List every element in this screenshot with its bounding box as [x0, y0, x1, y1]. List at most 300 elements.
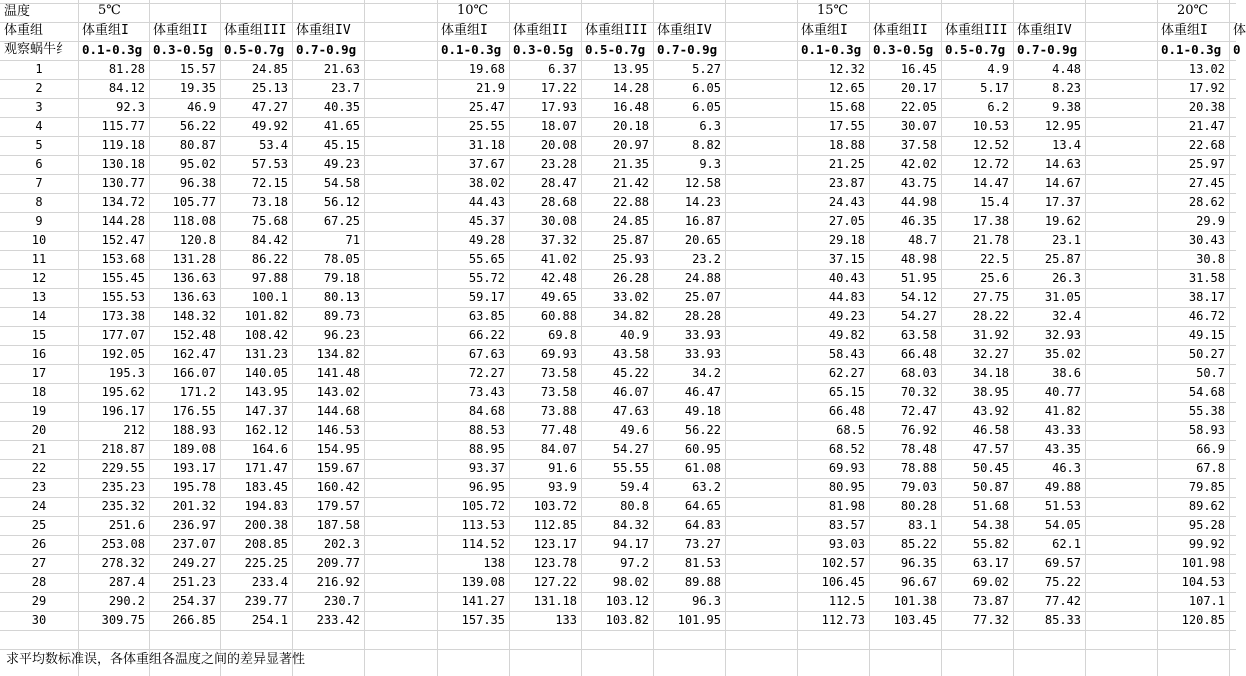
data-cell[interactable]: 49.18 — [684, 404, 721, 418]
data-cell[interactable]: 73.58 — [540, 385, 577, 399]
data-cell[interactable]: 40.35 — [323, 100, 360, 114]
data-cell[interactable]: 101.95 — [677, 613, 721, 627]
data-cell[interactable]: 216.92 — [316, 575, 360, 589]
data-cell[interactable]: 144.68 — [316, 404, 360, 418]
data-cell[interactable]: 41.02 — [540, 252, 577, 266]
data-cell[interactable]: 55.72 — [468, 271, 505, 285]
weight-range-header[interactable]: 0.1-0.3g — [1161, 42, 1222, 57]
data-cell[interactable]: 25.13 — [251, 81, 288, 95]
data-cell[interactable]: 208.85 — [244, 537, 288, 551]
data-cell[interactable]: 79.85 — [1188, 480, 1225, 494]
data-cell[interactable]: 32.4 — [1052, 309, 1081, 323]
data-cell[interactable]: 30.07 — [900, 119, 937, 133]
data-cell[interactable]: 200.38 — [244, 518, 288, 532]
data-cell[interactable]: 95.28 — [1188, 518, 1225, 532]
data-cell[interactable]: 131.28 — [172, 252, 216, 266]
data-cell[interactable]: 45.22 — [612, 366, 649, 380]
data-cell[interactable]: 134.72 — [101, 195, 145, 209]
data-cell[interactable]: 77.32 — [972, 613, 1009, 627]
data-cell[interactable]: 55.55 — [612, 461, 649, 475]
data-cell[interactable]: 27.45 — [1188, 176, 1225, 190]
data-cell[interactable]: 12.95 — [1044, 119, 1081, 133]
data-cell[interactable]: 17.22 — [540, 81, 577, 95]
row-index[interactable]: 24 — [31, 499, 47, 513]
data-cell[interactable]: 179.57 — [316, 499, 360, 513]
weight-range-header[interactable]: 0.3-0.5g — [153, 42, 214, 57]
data-cell[interactable]: 229.55 — [101, 461, 145, 475]
weight-range-header[interactable]: 0.7-0.9g — [657, 42, 718, 57]
data-cell[interactable]: 63.17 — [972, 556, 1009, 570]
data-cell[interactable]: 62.27 — [828, 366, 865, 380]
data-cell[interactable]: 253.08 — [101, 537, 145, 551]
data-cell[interactable]: 26.3 — [1052, 271, 1081, 285]
data-cell[interactable]: 103.72 — [533, 499, 577, 513]
data-cell[interactable]: 80.87 — [179, 138, 216, 152]
data-cell[interactable]: 27.05 — [828, 214, 865, 228]
data-cell[interactable]: 6.37 — [548, 62, 577, 76]
group-name-header[interactable]: 体重组IV — [296, 23, 351, 38]
data-cell[interactable]: 107.1 — [1188, 594, 1225, 608]
data-cell[interactable]: 93.37 — [468, 461, 505, 475]
data-cell[interactable]: 97.88 — [251, 271, 288, 285]
data-cell[interactable]: 56.12 — [323, 195, 360, 209]
data-cell[interactable]: 88.95 — [468, 442, 505, 456]
weight-range-header[interactable]: 0.5-0.7g — [945, 42, 1006, 57]
data-cell[interactable]: 27.75 — [972, 290, 1009, 304]
data-cell[interactable]: 41.82 — [1044, 404, 1081, 418]
weight-range-header[interactable]: 0.7-0.9g — [1017, 42, 1078, 57]
data-cell[interactable]: 21.78 — [972, 233, 1009, 247]
header-observe-label[interactable]: 观察蜗牛纟 — [4, 42, 70, 57]
data-cell[interactable]: 100.1 — [251, 290, 288, 304]
data-cell[interactable]: 34.18 — [972, 366, 1009, 380]
group-name-header[interactable]: 体 — [1233, 23, 1246, 38]
data-cell[interactable]: 103.82 — [605, 613, 649, 627]
data-cell[interactable]: 85.22 — [900, 537, 937, 551]
data-cell[interactable]: 83.57 — [828, 518, 865, 532]
data-cell[interactable]: 19.35 — [179, 81, 216, 95]
data-cell[interactable]: 95.02 — [179, 157, 216, 171]
data-cell[interactable]: 176.55 — [172, 404, 216, 418]
data-cell[interactable]: 119.18 — [101, 138, 145, 152]
data-cell[interactable]: 14.23 — [684, 195, 721, 209]
data-cell[interactable]: 23.7 — [331, 81, 360, 95]
data-cell[interactable]: 49.15 — [1188, 328, 1225, 342]
data-cell[interactable]: 105.72 — [461, 499, 505, 513]
data-cell[interactable]: 47.57 — [972, 442, 1009, 456]
data-cell[interactable]: 251.6 — [108, 518, 145, 532]
row-index[interactable]: 26 — [31, 537, 47, 551]
data-cell[interactable]: 70.32 — [900, 385, 937, 399]
data-cell[interactable]: 49.28 — [468, 233, 505, 247]
data-cell[interactable]: 12.72 — [972, 157, 1009, 171]
data-cell[interactable]: 50.27 — [1188, 347, 1225, 361]
data-cell[interactable]: 4.48 — [1052, 62, 1081, 76]
data-cell[interactable]: 69.57 — [1044, 556, 1081, 570]
data-cell[interactable]: 155.53 — [101, 290, 145, 304]
data-cell[interactable]: 72.15 — [251, 176, 288, 190]
data-cell[interactable]: 60.95 — [684, 442, 721, 456]
data-cell[interactable]: 67.25 — [323, 214, 360, 228]
data-cell[interactable]: 136.63 — [172, 271, 216, 285]
data-cell[interactable]: 54.38 — [972, 518, 1009, 532]
data-cell[interactable]: 195.78 — [172, 480, 216, 494]
data-cell[interactable]: 93.03 — [828, 537, 865, 551]
data-cell[interactable]: 21.42 — [612, 176, 649, 190]
data-cell[interactable]: 69.93 — [540, 347, 577, 361]
data-cell[interactable]: 54.27 — [900, 309, 937, 323]
data-cell[interactable]: 35.02 — [1044, 347, 1081, 361]
data-cell[interactable]: 16.45 — [900, 62, 937, 76]
data-cell[interactable]: 54.68 — [1188, 385, 1225, 399]
data-cell[interactable]: 69.02 — [972, 575, 1009, 589]
data-cell[interactable]: 120.8 — [179, 233, 216, 247]
data-cell[interactable]: 38.17 — [1188, 290, 1225, 304]
data-cell[interactable]: 16.87 — [684, 214, 721, 228]
data-cell[interactable]: 101.82 — [244, 309, 288, 323]
data-cell[interactable]: 141.27 — [461, 594, 505, 608]
data-cell[interactable]: 28.22 — [972, 309, 1009, 323]
group-name-header[interactable]: 体重组I — [441, 23, 488, 38]
data-cell[interactable]: 22.5 — [980, 252, 1009, 266]
data-cell[interactable]: 89.88 — [684, 575, 721, 589]
data-cell[interactable]: 68.5 — [836, 423, 865, 437]
data-cell[interactable]: 38.02 — [468, 176, 505, 190]
data-cell[interactable]: 55.82 — [972, 537, 1009, 551]
data-cell[interactable]: 15.68 — [828, 100, 865, 114]
data-cell[interactable]: 63.58 — [900, 328, 937, 342]
data-cell[interactable]: 26.28 — [612, 271, 649, 285]
data-cell[interactable]: 72.47 — [900, 404, 937, 418]
data-cell[interactable]: 37.58 — [900, 138, 937, 152]
data-cell[interactable]: 157.35 — [461, 613, 505, 627]
data-cell[interactable]: 31.58 — [1188, 271, 1225, 285]
data-cell[interactable]: 75.68 — [251, 214, 288, 228]
data-cell[interactable]: 43.75 — [900, 176, 937, 190]
data-cell[interactable]: 88.53 — [468, 423, 505, 437]
temperature-header[interactable]: 5℃ — [98, 3, 121, 18]
group-name-header[interactable]: 体重组II — [153, 23, 208, 38]
row-index[interactable]: 22 — [31, 461, 47, 475]
data-cell[interactable]: 31.05 — [1044, 290, 1081, 304]
data-cell[interactable]: 58.43 — [828, 347, 865, 361]
data-cell[interactable]: 193.17 — [172, 461, 216, 475]
data-cell[interactable]: 188.93 — [172, 423, 216, 437]
data-cell[interactable]: 67.63 — [468, 347, 505, 361]
row-index[interactable]: 12 — [31, 271, 47, 285]
data-cell[interactable]: 49.82 — [828, 328, 865, 342]
data-cell[interactable]: 66.48 — [900, 347, 937, 361]
weight-range-header[interactable]: 0.5-0.7g — [224, 42, 285, 57]
group-name-header[interactable]: 体重组I — [801, 23, 848, 38]
weight-range-header[interactable]: 0.1-0.3g — [801, 42, 862, 57]
group-name-header[interactable]: 体重组I — [1161, 23, 1208, 38]
data-cell[interactable]: 144.28 — [101, 214, 145, 228]
data-cell[interactable]: 44.43 — [468, 195, 505, 209]
data-cell[interactable]: 8.82 — [692, 138, 721, 152]
data-cell[interactable]: 20.18 — [612, 119, 649, 133]
data-cell[interactable]: 195.62 — [101, 385, 145, 399]
data-cell[interactable]: 84.12 — [108, 81, 145, 95]
data-cell[interactable]: 93.9 — [548, 480, 577, 494]
data-cell[interactable]: 49.23 — [828, 309, 865, 323]
row-index[interactable]: 27 — [31, 556, 47, 570]
group-name-header[interactable]: 体重组II — [513, 23, 568, 38]
data-cell[interactable]: 194.83 — [244, 499, 288, 513]
data-cell[interactable]: 38.95 — [972, 385, 1009, 399]
data-cell[interactable]: 239.77 — [244, 594, 288, 608]
data-cell[interactable]: 44.98 — [900, 195, 937, 209]
data-cell[interactable]: 196.17 — [101, 404, 145, 418]
data-cell[interactable]: 309.75 — [101, 613, 145, 627]
data-cell[interactable]: 23.87 — [828, 176, 865, 190]
data-cell[interactable]: 287.4 — [108, 575, 145, 589]
header-group-label[interactable]: 体重组 — [4, 23, 44, 38]
row-index[interactable]: 3 — [35, 100, 43, 114]
data-cell[interactable]: 127.22 — [533, 575, 577, 589]
data-cell[interactable]: 46.3 — [1052, 461, 1081, 475]
data-cell[interactable]: 56.22 — [179, 119, 216, 133]
data-cell[interactable]: 69.8 — [548, 328, 577, 342]
data-cell[interactable]: 6.05 — [692, 81, 721, 95]
data-cell[interactable]: 99.92 — [1188, 537, 1225, 551]
data-cell[interactable]: 94.17 — [612, 537, 649, 551]
data-cell[interactable]: 80.13 — [323, 290, 360, 304]
data-cell[interactable]: 209.77 — [316, 556, 360, 570]
data-cell[interactable]: 46.07 — [612, 385, 649, 399]
row-index[interactable]: 25 — [31, 518, 47, 532]
weight-range-header[interactable]: 0.3-0.5g — [873, 42, 934, 57]
data-cell[interactable]: 136.63 — [172, 290, 216, 304]
data-cell[interactable]: 66.9 — [1196, 442, 1225, 456]
data-cell[interactable]: 30.8 — [1196, 252, 1225, 266]
data-cell[interactable]: 21.35 — [612, 157, 649, 171]
data-cell[interactable]: 73.88 — [540, 404, 577, 418]
data-cell[interactable]: 108.42 — [244, 328, 288, 342]
data-cell[interactable]: 51.53 — [1044, 499, 1081, 513]
row-index[interactable]: 9 — [35, 214, 43, 228]
group-name-header[interactable]: 体重组II — [873, 23, 928, 38]
data-cell[interactable]: 101.38 — [893, 594, 937, 608]
row-index[interactable]: 15 — [31, 328, 47, 342]
data-cell[interactable]: 68.52 — [828, 442, 865, 456]
data-cell[interactable]: 21.47 — [1188, 119, 1225, 133]
data-cell[interactable]: 13.4 — [1052, 138, 1081, 152]
data-cell[interactable]: 77.42 — [1044, 594, 1081, 608]
data-cell[interactable]: 15.4 — [980, 195, 1009, 209]
data-cell[interactable]: 17.37 — [1044, 195, 1081, 209]
row-index[interactable]: 8 — [35, 195, 43, 209]
data-cell[interactable]: 103.45 — [893, 613, 937, 627]
data-cell[interactable]: 201.32 — [172, 499, 216, 513]
data-cell[interactable]: 236.97 — [172, 518, 216, 532]
data-cell[interactable]: 66.22 — [468, 328, 505, 342]
data-cell[interactable]: 46.72 — [1188, 309, 1225, 323]
data-cell[interactable]: 54.05 — [1044, 518, 1081, 532]
data-cell[interactable]: 21.9 — [476, 81, 505, 95]
data-cell[interactable]: 40.43 — [828, 271, 865, 285]
data-cell[interactable]: 115.77 — [101, 119, 145, 133]
row-index[interactable]: 14 — [31, 309, 47, 323]
data-cell[interactable]: 96.38 — [179, 176, 216, 190]
data-cell[interactable]: 254.1 — [251, 613, 288, 627]
data-cell[interactable]: 72.27 — [468, 366, 505, 380]
data-cell[interactable]: 6.2 — [987, 100, 1009, 114]
row-index[interactable]: 30 — [31, 613, 47, 627]
data-cell[interactable]: 81.53 — [684, 556, 721, 570]
data-cell[interactable]: 102.57 — [821, 556, 865, 570]
group-name-header[interactable]: 体重组III — [585, 23, 648, 38]
data-cell[interactable]: 78.05 — [323, 252, 360, 266]
data-cell[interactable]: 46.9 — [187, 100, 216, 114]
data-cell[interactable]: 9.38 — [1052, 100, 1081, 114]
data-cell[interactable]: 30.08 — [540, 214, 577, 228]
data-cell[interactable]: 20.38 — [1188, 100, 1225, 114]
data-cell[interactable]: 112.73 — [821, 613, 865, 627]
row-index[interactable]: 21 — [31, 442, 47, 456]
data-cell[interactable]: 33.93 — [684, 328, 721, 342]
data-cell[interactable]: 98.02 — [612, 575, 649, 589]
data-cell[interactable]: 25.87 — [612, 233, 649, 247]
data-cell[interactable]: 14.47 — [972, 176, 1009, 190]
data-cell[interactable]: 118.08 — [172, 214, 216, 228]
group-name-header[interactable]: 体重组IV — [1017, 23, 1072, 38]
data-cell[interactable]: 22.88 — [612, 195, 649, 209]
row-index[interactable]: 29 — [31, 594, 47, 608]
data-cell[interactable]: 192.05 — [101, 347, 145, 361]
data-cell[interactable]: 47.63 — [612, 404, 649, 418]
data-cell[interactable]: 73.58 — [540, 366, 577, 380]
data-cell[interactable]: 4.9 — [987, 62, 1009, 76]
row-index[interactable]: 1 — [35, 62, 43, 76]
data-cell[interactable]: 53.4 — [259, 138, 288, 152]
data-cell[interactable]: 81.98 — [828, 499, 865, 513]
data-cell[interactable]: 140.05 — [244, 366, 288, 380]
data-cell[interactable]: 28.28 — [684, 309, 721, 323]
data-cell[interactable]: 133 — [555, 613, 577, 627]
data-cell[interactable]: 29.18 — [828, 233, 865, 247]
data-cell[interactable]: 62.1 — [1052, 537, 1081, 551]
data-cell[interactable]: 66.48 — [828, 404, 865, 418]
data-cell[interactable]: 51.95 — [900, 271, 937, 285]
data-cell[interactable]: 10.53 — [972, 119, 1009, 133]
data-cell[interactable]: 33.02 — [612, 290, 649, 304]
data-cell[interactable]: 89.73 — [323, 309, 360, 323]
data-cell[interactable]: 71 — [345, 233, 360, 247]
data-cell[interactable]: 59.17 — [468, 290, 505, 304]
data-cell[interactable]: 138 — [483, 556, 505, 570]
data-cell[interactable]: 113.53 — [461, 518, 505, 532]
data-cell[interactable]: 166.07 — [172, 366, 216, 380]
data-cell[interactable]: 40.9 — [620, 328, 649, 342]
data-cell[interactable]: 46.35 — [900, 214, 937, 228]
data-cell[interactable]: 155.45 — [101, 271, 145, 285]
data-cell[interactable]: 233.42 — [316, 613, 360, 627]
data-cell[interactable]: 112.5 — [828, 594, 865, 608]
data-cell[interactable]: 23.1 — [1052, 233, 1081, 247]
data-cell[interactable]: 31.18 — [468, 138, 505, 152]
data-cell[interactable]: 8.23 — [1052, 81, 1081, 95]
data-cell[interactable]: 5.27 — [692, 62, 721, 76]
row-index[interactable]: 7 — [35, 176, 43, 190]
row-index[interactable]: 18 — [31, 385, 47, 399]
data-cell[interactable]: 85.33 — [1044, 613, 1081, 627]
data-cell[interactable]: 46.58 — [972, 423, 1009, 437]
data-cell[interactable]: 30.43 — [1188, 233, 1225, 247]
data-cell[interactable]: 13.02 — [1188, 62, 1225, 76]
data-cell[interactable]: 84.42 — [251, 233, 288, 247]
data-cell[interactable]: 80.95 — [828, 480, 865, 494]
data-cell[interactable]: 9.3 — [699, 157, 721, 171]
data-cell[interactable]: 17.93 — [540, 100, 577, 114]
data-cell[interactable]: 16.48 — [612, 100, 649, 114]
data-cell[interactable]: 152.47 — [101, 233, 145, 247]
data-cell[interactable]: 141.48 — [316, 366, 360, 380]
data-cell[interactable]: 45.15 — [323, 138, 360, 152]
weight-range-header[interactable]: 0.1-0.3g — [441, 42, 502, 57]
data-cell[interactable]: 46.47 — [684, 385, 721, 399]
data-cell[interactable]: 22.05 — [900, 100, 937, 114]
row-index[interactable]: 20 — [31, 423, 47, 437]
data-cell[interactable]: 24.43 — [828, 195, 865, 209]
data-cell[interactable]: 218.87 — [101, 442, 145, 456]
data-cell[interactable]: 51.68 — [972, 499, 1009, 513]
row-index[interactable]: 28 — [31, 575, 47, 589]
data-cell[interactable]: 14.28 — [612, 81, 649, 95]
data-cell[interactable]: 34.82 — [612, 309, 649, 323]
data-cell[interactable]: 183.45 — [244, 480, 288, 494]
data-cell[interactable]: 78.88 — [900, 461, 937, 475]
data-cell[interactable]: 171.47 — [244, 461, 288, 475]
data-cell[interactable]: 83.1 — [908, 518, 937, 532]
data-cell[interactable]: 171.2 — [179, 385, 216, 399]
data-cell[interactable]: 123.78 — [533, 556, 577, 570]
data-cell[interactable]: 120.85 — [1181, 613, 1225, 627]
data-cell[interactable]: 37.32 — [540, 233, 577, 247]
data-cell[interactable]: 14.67 — [1044, 176, 1081, 190]
data-cell[interactable]: 65.15 — [828, 385, 865, 399]
data-cell[interactable]: 233.4 — [251, 575, 288, 589]
data-cell[interactable]: 101.98 — [1181, 556, 1225, 570]
data-cell[interactable]: 43.33 — [1044, 423, 1081, 437]
data-cell[interactable]: 106.45 — [821, 575, 865, 589]
data-cell[interactable]: 76.92 — [900, 423, 937, 437]
data-cell[interactable]: 25.55 — [468, 119, 505, 133]
data-cell[interactable]: 29.9 — [1196, 214, 1225, 228]
row-index[interactable]: 10 — [31, 233, 47, 247]
data-cell[interactable]: 96.3 — [692, 594, 721, 608]
data-cell[interactable]: 58.93 — [1188, 423, 1225, 437]
data-cell[interactable]: 59.4 — [620, 480, 649, 494]
data-cell[interactable]: 86.22 — [251, 252, 288, 266]
data-cell[interactable]: 6.3 — [699, 119, 721, 133]
data-cell[interactable]: 31.92 — [972, 328, 1009, 342]
data-cell[interactable]: 60.88 — [540, 309, 577, 323]
data-cell[interactable]: 84.68 — [468, 404, 505, 418]
row-index[interactable]: 6 — [35, 157, 43, 171]
data-cell[interactable]: 152.48 — [172, 328, 216, 342]
row-index[interactable]: 11 — [31, 252, 47, 266]
data-cell[interactable]: 290.2 — [108, 594, 145, 608]
data-cell[interactable]: 63.85 — [468, 309, 505, 323]
data-cell[interactable]: 73.43 — [468, 385, 505, 399]
row-index[interactable]: 19 — [31, 404, 47, 418]
data-cell[interactable]: 20.65 — [684, 233, 721, 247]
data-cell[interactable]: 54.12 — [900, 290, 937, 304]
data-cell[interactable]: 14.63 — [1044, 157, 1081, 171]
data-cell[interactable]: 47.27 — [251, 100, 288, 114]
data-cell[interactable]: 17.92 — [1188, 81, 1225, 95]
